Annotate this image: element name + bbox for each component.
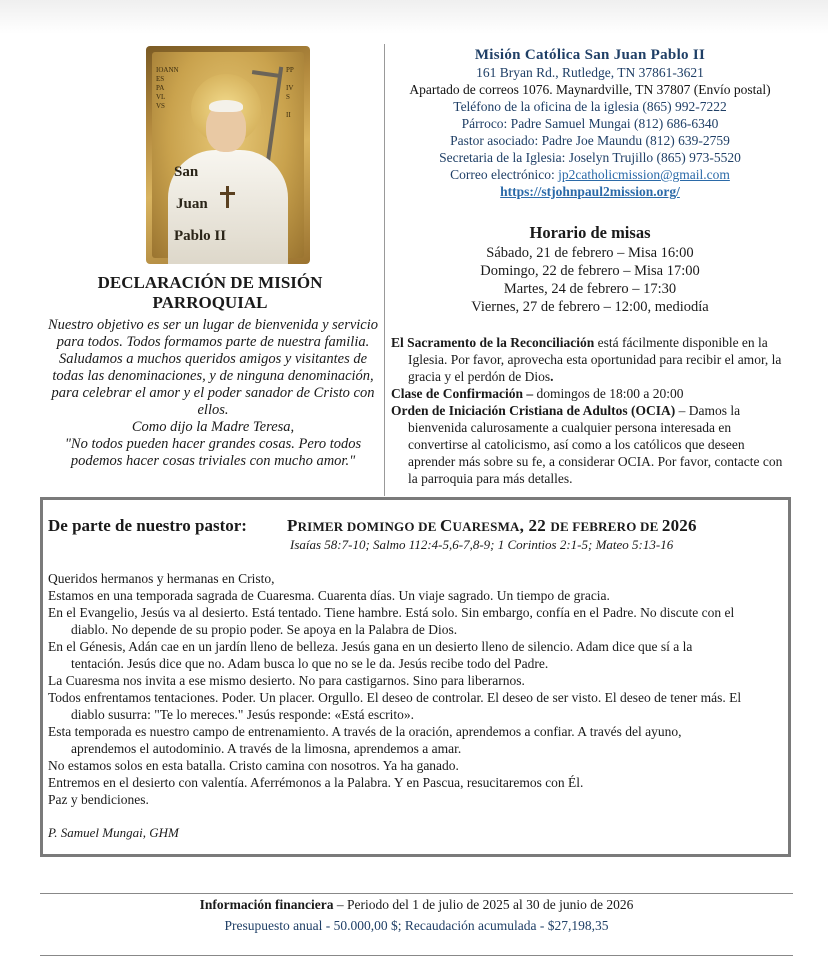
letter-paragraph: La Cuaresma nos invita a ese mismo desierto. No para castigarnos. Sino para liberarnos. <box>48 673 525 688</box>
mailing-address: Apartado de correos 1076. Maynardville, TN 37807 (Envío postal) <box>409 82 771 97</box>
parish-address: 161 Bryan Rd., Rutledge, TN 37861-3621 <box>476 65 704 80</box>
email-line <box>390 166 790 183</box>
confirmation-info <box>391 385 791 402</box>
column-divider <box>384 44 385 496</box>
title-part: RIMER DOMINGO DE <box>297 519 441 534</box>
letter-paragraph: No estamos solos en esta batalla. Cristo camina con nosotros. Ya ha ganado. <box>48 758 459 773</box>
finance-info <box>40 897 793 913</box>
email-link[interactable]: jp2catholicmission@gmail.com <box>558 167 730 182</box>
pastor-letter-body <box>48 570 748 808</box>
letter-paragraph: Todos enfrentamos tentaciones. Poder. Un placer. Orgullo. El deseo de controlar. El deseo de ser visto. El deseo de tener más. El diablo susurra: "Te lo mereces." Jesús responde: «Está escrito». <box>48 690 742 722</box>
mission-quote-intro: Como dijo la Madre Teresa, <box>131 419 295 435</box>
icon-caption-line-3: Pablo II <box>174 228 227 244</box>
reconciliation-text: está fácilmente disponible en la Iglesia. Por favor, aprovecha esta oportunidad para recibir el amor, la gracia y el perdón de Dios <box>408 335 782 384</box>
scripture-readings: Isaías 58:7-10; Salmo 112:4-5,6-7,8-9; 1 Corintios 2:1-5; Mateo 5:13-16 <box>290 537 674 552</box>
mission-body: Nuestro objetivo es ser un lugar de bienvenida y servicio para todos. Todos formamos parte de nuestra familia. Saludamos a muchos queridos amigos y visitantes de todas las denominaciones, y de ninguna denominación, para celebrar el amor y el poder sanador de Cristo con ellos. <box>47 317 379 418</box>
letter-paragraph: Esta temporada es nuestro campo de entrenamiento. A través de la oración, aprendemos a confiar. A través del ayuno, aprendemos el autodominio. A través de la limosna, aprendemos a amar. <box>48 724 682 756</box>
title-part: P <box>287 516 298 535</box>
email-label: Correo electrónico: <box>450 167 559 182</box>
finance-period: – Periodo del 1 de julio de 2025 al 30 de junio de 2026 <box>333 897 634 912</box>
office-phone: Teléfono de la oficina de la iglesia (865) 992-7222 <box>453 99 727 114</box>
ocia-info <box>391 402 791 487</box>
letter-paragraph: Estamos en una temporada sagrada de Cuaresma. Cuarenta días. Un viaje sagrado. Un tiempo de gracia. <box>48 588 610 603</box>
letter-paragraph: En el Génesis, Adán cae en un jardín lleno de belleza. Jesús gana en un desierto lleno de silencio. Adam dice que sí a la tentación. Jesús dice que no. Adam busca lo que no se le da. Jesús recibe todo del Padre. <box>48 639 693 671</box>
letter-paragraph: Queridos hermanos y hermanas en Cristo, <box>48 571 275 586</box>
contact-block <box>390 47 790 200</box>
title-part: C <box>440 516 453 535</box>
ocia-text: – Damos la bienvenida calurosamente a cualquier persona interesada en convertirse al catolicismo, así como a los católicos que deseen aprender más sobre su fe, a considerar OCIA. Por favor, contacte con la parroquia para más detalles. <box>408 403 783 486</box>
title-part: , 22 <box>519 516 551 535</box>
parish-name: Misión Católica San Juan Pablo II <box>474 47 706 63</box>
pastor-contact: Párroco: Padre Samuel Mungai (812) 686-6340 <box>461 116 719 131</box>
letter-paragraph: Paz y bendiciones. <box>48 792 149 807</box>
mission-quote: "No todos pueden hacer grandes cosas. Pero todos podemos hacer cosas triviales con mucho amor." <box>64 436 362 469</box>
ocia-label: Orden de Iniciación Cristiana de Adultos (OCIA) <box>391 403 676 418</box>
pectoral-cross-icon <box>226 186 229 208</box>
associate-pastor-contact: Pastor asociado: Padre Joe Maundu (812) 639-2759 <box>450 133 730 148</box>
title-part: UARESMA <box>452 519 520 534</box>
finance-summary: Presupuesto anual - 50.000,00 $; Recaudación acumulada - $27,198,35 <box>224 918 609 933</box>
zucchetto <box>209 100 243 112</box>
reconciliation-end: . <box>550 369 554 384</box>
confirmation-label: Clase de Confirmación – <box>391 386 534 401</box>
divider-top <box>40 893 793 894</box>
confirmation-text: domingos de 18:00 a 20:00 <box>533 386 684 401</box>
mass-item: Sábado, 21 de febrero – Misa 16:00 <box>486 245 694 261</box>
letter-paragraph: Entremos en el desierto con valentía. Aferrémonos a la Palabra. Y en Pascua, resucitaremos con Él. <box>48 775 584 790</box>
icon-caption-line-1: San <box>174 164 199 180</box>
finance-label: Información financiera <box>199 897 334 912</box>
sacraments-info <box>391 334 791 487</box>
icon-caption-line-2: Juan <box>176 196 208 212</box>
divider-bottom <box>40 955 793 956</box>
mass-item: Viernes, 27 de febrero – 12:00, mediodía <box>471 299 709 315</box>
reconciliation-label: El Sacramento de la Reconciliación <box>391 335 595 350</box>
pastor-signature: P. Samuel Mungai, GHM <box>48 825 179 840</box>
title-part: DE FEBRERO DE <box>550 519 662 534</box>
saint-icon-image <box>146 46 310 264</box>
secretary-contact: Secretaria de la Iglesia: Joselyn Trujillo (865) 973-5520 <box>439 150 741 165</box>
letter-paragraph: En el Evangelio, Jesús va al desierto. Está tentado. Tiene hambre. Está solo. Sin embargo, confía en el Padre. No discute con el diablo. No depende de su propio poder. Se apoya en la Palabra de Dios. <box>48 605 735 637</box>
title-part: 2026 <box>661 516 697 535</box>
icon-left-inscription: IOANN ES PA VL VS <box>156 66 179 110</box>
top-shadow <box>0 0 828 34</box>
mission-title: DECLARACIÓN DE MISIÓN PARROQUIAL <box>97 273 323 312</box>
mission-statement <box>46 317 380 470</box>
pastor-letter-heading: De parte de nuestro pastor: <box>48 516 247 535</box>
mass-schedule-heading: Horario de misas <box>529 223 651 242</box>
mass-item: Domingo, 22 de febrero – Misa 17:00 <box>480 263 700 279</box>
mass-schedule <box>440 222 740 316</box>
mass-item: Martes, 24 de febrero – 17:30 <box>503 281 677 297</box>
reconciliation-info <box>391 334 791 385</box>
icon-right-inscription: PP IV S II <box>286 66 294 119</box>
website-link[interactable]: https://stjohnpaul2mission.org/ <box>500 184 680 199</box>
pectoral-cross-bar <box>220 192 235 195</box>
pastor-letter-title <box>287 516 697 536</box>
